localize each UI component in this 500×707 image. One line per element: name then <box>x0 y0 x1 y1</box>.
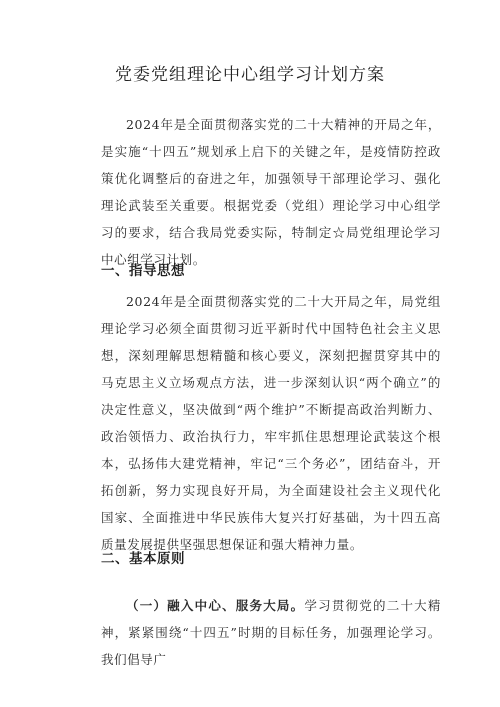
basic-principles-paragraph <box>101 592 441 673</box>
intro-paragraph: 2024年是全面贯彻落实党的二十大精神的开局之年，是实施“十四五”规划承上启下的关键之年，是疫情防控政策优化调整后的奋进之年，加强领导干部理论学习、强化理论武装至关重要。根据党委（党组）理论学习中心组学习的要求，结合我局党委实际，特制定☆局党组理论学习中心组学习计划。 <box>101 117 441 267</box>
document-title: 党委党组理论中心组学习计划方案 <box>115 65 385 85</box>
section-heading-guiding-ideology: 一、指导思想 <box>101 263 185 279</box>
guiding-ideology-paragraph: 2024年是全面贯彻落实党的二十大开局之年，局党组理论学习必须全面贯彻习近平新时代中国特色社会主义思想，深刻理解思想精髓和核心要义，深刻把握贯穿其中的马克思主义立场观点方法，进一步深刻认识“两个确立”的决定性意义，坚决做到“两个维护”不断提高政治判断力、政治领悟力、政治执行力，牢牢抓住思想理论武装这个根本，弘扬伟大建党精神，牢记“三个务必”，团结奋斗，开拓创新，努力实现良好开局，为全面建设社会主义现代化国家、全面推进中华民族伟大复兴打好基础，为十四五高质量发展提供坚强思想保证和强大精神力量。 <box>101 294 441 552</box>
principle-lead-text: （一）融入中心、服务大局。 <box>126 598 305 613</box>
principle-body-text: 学习贯彻党的二十大精神，紧紧围绕“十四五”时期的目标任务，加强理论学习。我们倡导广 <box>101 598 441 667</box>
section-heading-basic-principles: 二、基本原则 <box>101 551 185 567</box>
